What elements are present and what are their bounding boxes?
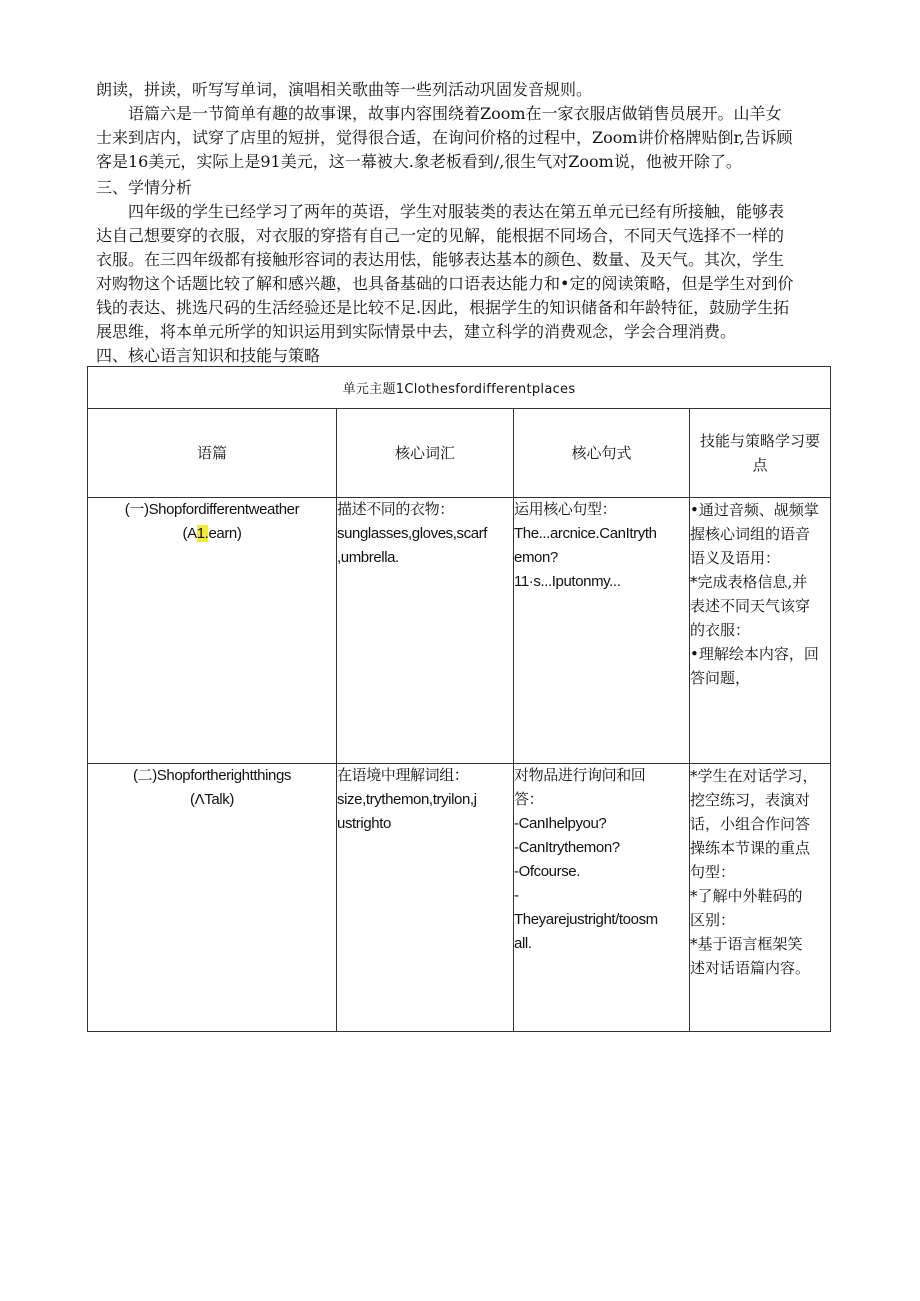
unit-theme-cell bbox=[88, 367, 831, 409]
skill-line: *基于语言框架笑 bbox=[690, 935, 803, 953]
vocab-line: 描述不同的衣物： bbox=[337, 501, 454, 518]
skill-line: *了解中外鞋码的 bbox=[690, 887, 803, 905]
sentence-line: 运用核心句型： bbox=[514, 501, 617, 518]
vocab-line: sunglasses,gloves,scarf bbox=[337, 525, 488, 542]
sentence-line: -CanIhelpyou? bbox=[514, 815, 607, 832]
skill-line: 操练本节课的重点 bbox=[690, 839, 811, 857]
intro-line: 士来到店内，试穿了店里的短拼，觉得很合适，在询问价格的过程中，Zoom讲价格牌贴倒r,告诉顾 bbox=[96, 128, 793, 147]
text-subtitle-pre: (A bbox=[182, 525, 197, 542]
text-subtitle bbox=[88, 522, 336, 546]
sentence-line: Theyarejustright/toosm bbox=[514, 911, 658, 928]
vocab-cell bbox=[337, 498, 514, 764]
text-cell bbox=[88, 764, 337, 1032]
skill-line: 的衣服： bbox=[690, 621, 751, 639]
unit-theme: 单元主题1Clothesfordifferentplaces bbox=[342, 382, 576, 397]
skill-line: 表述不同天气该穿 bbox=[690, 597, 811, 615]
vocab-cell bbox=[337, 764, 514, 1032]
skill-line: 答问题， bbox=[690, 669, 751, 687]
analysis-line: 四年级的学生已经学习了两年的英语，学生对服装类的表达在第五单元已经有所接触，能够表 bbox=[128, 202, 785, 221]
intro-line: 朗读，拼读，听写写单词，演唱相关歌曲等一些列活动巩固发音规则。 bbox=[96, 80, 593, 99]
vocab-line: ustrighto bbox=[337, 815, 391, 832]
skill-line: •理解绘本内容，回 bbox=[690, 645, 819, 663]
highlighted-text: 1. bbox=[196, 525, 209, 542]
text-subtitle: (ΛTalk) bbox=[190, 791, 234, 808]
section-heading-core-knowledge: 四、核心语言知识和技能与策略 bbox=[96, 346, 321, 365]
analysis-line: 达自己想要穿的衣服，对衣服的穿搭有自己一定的见解，能根据不同场合，不同天气选择不一样的 bbox=[96, 226, 785, 245]
vocab-line: 在语境中理解词组： bbox=[337, 767, 469, 784]
header-skills-line: 技能与策略学习要 bbox=[700, 432, 821, 450]
analysis-line: 钱的表达、挑选尺码的生活经验还是比较不足.因此，根据学生的知识储备和年龄特征，鼓励学生拓 bbox=[96, 298, 790, 317]
table-row bbox=[88, 498, 831, 764]
skill-cell bbox=[690, 764, 831, 1032]
vocab-line: size,trythemon,tryilon,j bbox=[337, 791, 477, 808]
header-text: 语篇 bbox=[88, 409, 337, 498]
skill-line: 述对话语篇内容。 bbox=[690, 959, 811, 977]
intro-line: 客是16美元，实际上是91美元，这一幕被大.象老板看到/,很生气对Zoom说，他被开除了。 bbox=[96, 152, 742, 171]
header-sentences: 核心句式 bbox=[514, 409, 690, 498]
sentence-cell bbox=[514, 498, 690, 764]
skill-line: 挖空练习，表演对 bbox=[690, 791, 811, 809]
intro-line: 语篇六是一节简单有趣的故事课，故事内容围绕着Zoom在一家衣服店做销售员展开。山羊女 bbox=[128, 104, 782, 123]
sentence-line: all. bbox=[514, 935, 532, 952]
skill-line: 握核心词组的语音 bbox=[690, 525, 811, 543]
text-cell bbox=[88, 498, 337, 764]
skill-line: 句型： bbox=[690, 863, 736, 881]
learner-analysis-text bbox=[96, 200, 793, 344]
table-row bbox=[88, 764, 831, 1032]
skill-line: 区别： bbox=[690, 911, 736, 929]
analysis-line: 展思维，将本单元所学的知识运用到实际情景中去，建立科学的消费观念，学会合理消费。 bbox=[96, 322, 737, 341]
text-title: (二)Shopfortherightthings bbox=[133, 767, 291, 784]
header-skills bbox=[690, 409, 831, 498]
sentence-cell bbox=[514, 764, 690, 1032]
header-vocab: 核心词汇 bbox=[337, 409, 514, 498]
sentence-line: 11·s...Iputonmy... bbox=[514, 573, 621, 590]
skill-cell bbox=[690, 498, 831, 764]
text-subtitle-post: earn) bbox=[208, 525, 242, 542]
skill-line: •通过音频、觇频掌 bbox=[690, 501, 819, 519]
header-skills-line: 点 bbox=[752, 456, 768, 474]
intro-text bbox=[96, 78, 793, 174]
skill-line: *完成表格信息,并 bbox=[690, 573, 808, 591]
text-title: (一)Shopfordifferentweather bbox=[124, 501, 300, 518]
analysis-line: 衣服。在三四年级都有接触形容词的表达用怯，能够表达基本的颜色、数量、及天气。其次，学生 bbox=[96, 250, 785, 269]
vocab-line: ,umbrella. bbox=[337, 549, 399, 566]
sentence-line: - bbox=[514, 887, 519, 904]
sentence-line: -CanItrythemon? bbox=[514, 839, 620, 856]
sentence-line: 答： bbox=[514, 791, 544, 808]
sentence-line: The...arcnice.CanItryth bbox=[514, 525, 657, 542]
sentence-line: 对物品进行询问和回 bbox=[514, 767, 646, 784]
skill-line: 语义及语用： bbox=[690, 549, 781, 567]
sentence-line: emon? bbox=[514, 549, 558, 566]
skill-line: 话，小组合作问答 bbox=[690, 815, 811, 833]
section-heading-learner-analysis: 三、学情分析 bbox=[96, 178, 193, 197]
analysis-line: 对购物这个话题比较了解和感兴趣，也具备基础的口语表达能力和•定的阅读策略，但是学生对到价 bbox=[96, 274, 794, 293]
sentence-line: -Ofcourse. bbox=[514, 863, 581, 880]
skill-line: *学生在对话学习， bbox=[690, 767, 818, 785]
core-knowledge-table bbox=[87, 366, 831, 1032]
